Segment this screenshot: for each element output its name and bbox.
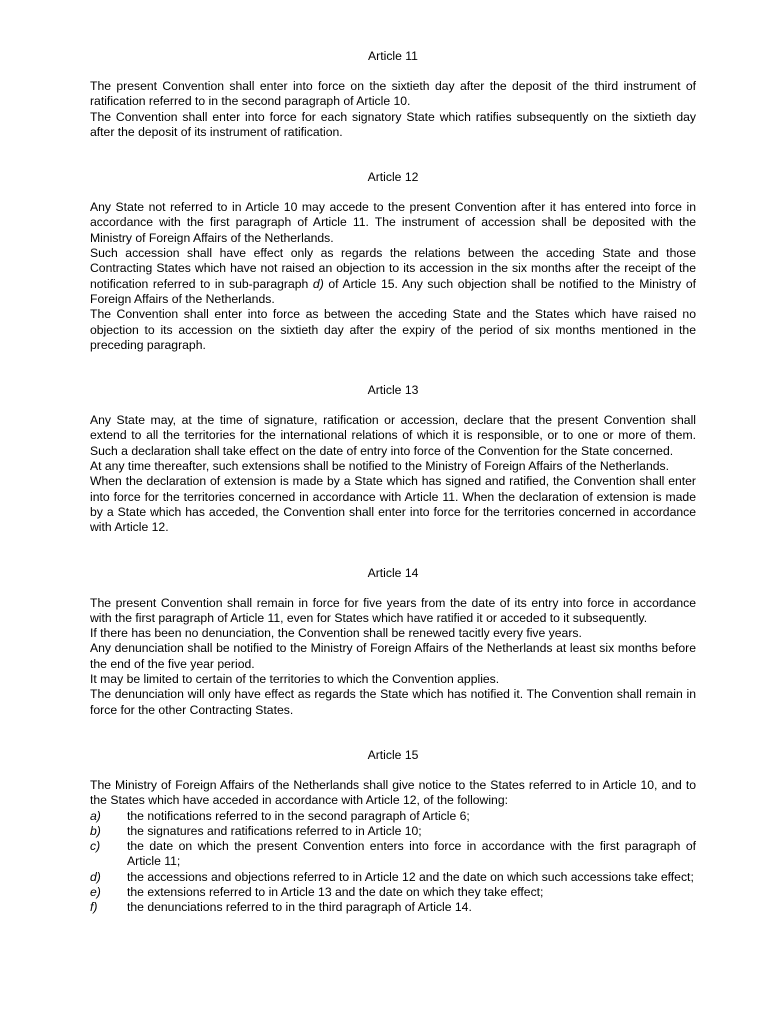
notification-list — [90, 809, 696, 916]
paragraph: The Convention shall enter into force for each signatory State which ratifies subsequently on the sixtieth day after the deposit of its instrument of ratification. — [90, 109, 696, 139]
list-item-text: the accessions and objections referred to in Article 12 and the date on which such accessions take effect; — [127, 869, 694, 884]
list-item — [90, 885, 696, 900]
list-marker: f) — [90, 900, 98, 915]
list-item — [90, 809, 696, 824]
list-item-text: the notifications referred to in the second paragraph of Article 6; — [127, 808, 470, 823]
paragraph: It may be limited to certain of the territories to which the Convention applies. — [90, 672, 500, 687]
list-item-text: the signatures and ratifications referred to in Article 10; — [127, 823, 422, 838]
article-title: Article 15 — [367, 747, 419, 762]
article-title: Article 13 — [367, 383, 419, 398]
list-item-text: the date on which the present Convention enters into force in accordance with the first paragraph of Article 11; — [127, 839, 696, 869]
paragraph: The denunciation will only have effect as regards the State which has notified it. The Convention shall remain in force for the other Contracting States. — [90, 687, 696, 717]
list-item — [90, 900, 696, 915]
paragraph: The present Convention shall enter into force on the sixtieth day after the deposit of the third instrument of ratification referred to in the second paragraph of Article 10. — [90, 79, 696, 109]
list-marker: d) — [90, 869, 101, 884]
paragraph: The present Convention shall remain in force for five years from the date of its entry into force in accordance with the first paragraph of Article 11, even for States which have ratified it or acceded to it subsequently. — [90, 595, 696, 625]
list-marker: a) — [90, 808, 101, 823]
paragraph: The Convention shall enter into force as between the acceding State and the States which have raised no objection to its accession on the sixtieth day after the expiry of the period of six months mentioned in the preceding paragraph. — [90, 307, 696, 352]
article-15 — [90, 748, 696, 916]
paragraph: The Ministry of Foreign Affairs of the Netherlands shall give notice to the States referred to in Article 10, and to the States which have acceded in accordance with Article 12, of the following: — [90, 777, 696, 808]
list-item-text: the extensions referred to in Article 13 and the date on which they take effect; — [127, 884, 544, 899]
article-14 — [90, 566, 696, 718]
article-title: Article 11 — [368, 49, 418, 63]
paragraph — [90, 246, 696, 307]
paragraph-text: Such accession shall have effect only as regards the relations between the acceding State and those Contracting States which have not raised an objection to its accession in the six months after the receipt of the notification referred to in sub-paragraph — [90, 246, 696, 291]
paragraph: Any State not referred to in Article 10 may accede to the present Convention after it has entered into force in accordance with the first paragraph of Article 11. The instrument of accession shall be deposited with the Ministry of Foreign Affairs of the Netherlands. — [90, 200, 696, 245]
paragraph-text: of Article 15. Any such objection shall be notified to the Ministry of Foreign Affairs of the Netherlands. — [90, 276, 697, 306]
paragraph: Any State may, at the time of signature, ratification or accession, declare that the present Convention shall extend to all the territories for the international relations of which it is responsible, or to one or more of them. Such a declaration shall take effect on the date of entry into force of the Convention for the State concerned. — [90, 413, 696, 458]
article-title: Article 14 — [367, 565, 419, 580]
list-marker: c) — [90, 839, 101, 854]
paragraph: At any time thereafter, such extensions shall be notified to the Ministry of Foreign Affairs of the Netherlands. — [90, 459, 669, 474]
list-marker: b) — [90, 823, 101, 838]
list-marker: e) — [90, 884, 101, 899]
list-item — [90, 824, 696, 839]
list-item-text: the denunciations referred to in the third paragraph of Article 14. — [127, 900, 472, 915]
paragraph: When the declaration of extension is made by a State which has signed and ratified, the Convention shall enter into force for the territories concerned in accordance with Article 11. When the declaration of extension is made by a State which has acceded, the Convention shall enter into force for the territories concerned in accordance with Article 12. — [90, 474, 696, 535]
paragraph: Any denunciation shall be notified to the Ministry of Foreign Affairs of the Netherlands at least six months before the end of the five year period. — [90, 641, 696, 671]
article-13 — [90, 383, 696, 535]
list-item — [90, 839, 696, 870]
subparagraph-reference: d) — [312, 276, 324, 291]
list-item — [90, 870, 696, 885]
article-11 — [90, 49, 696, 140]
article-12 — [90, 170, 696, 353]
paragraph: If there has been no denunciation, the Convention shall be renewed tacitly every five years. — [90, 626, 582, 641]
article-title: Article 12 — [367, 170, 419, 185]
